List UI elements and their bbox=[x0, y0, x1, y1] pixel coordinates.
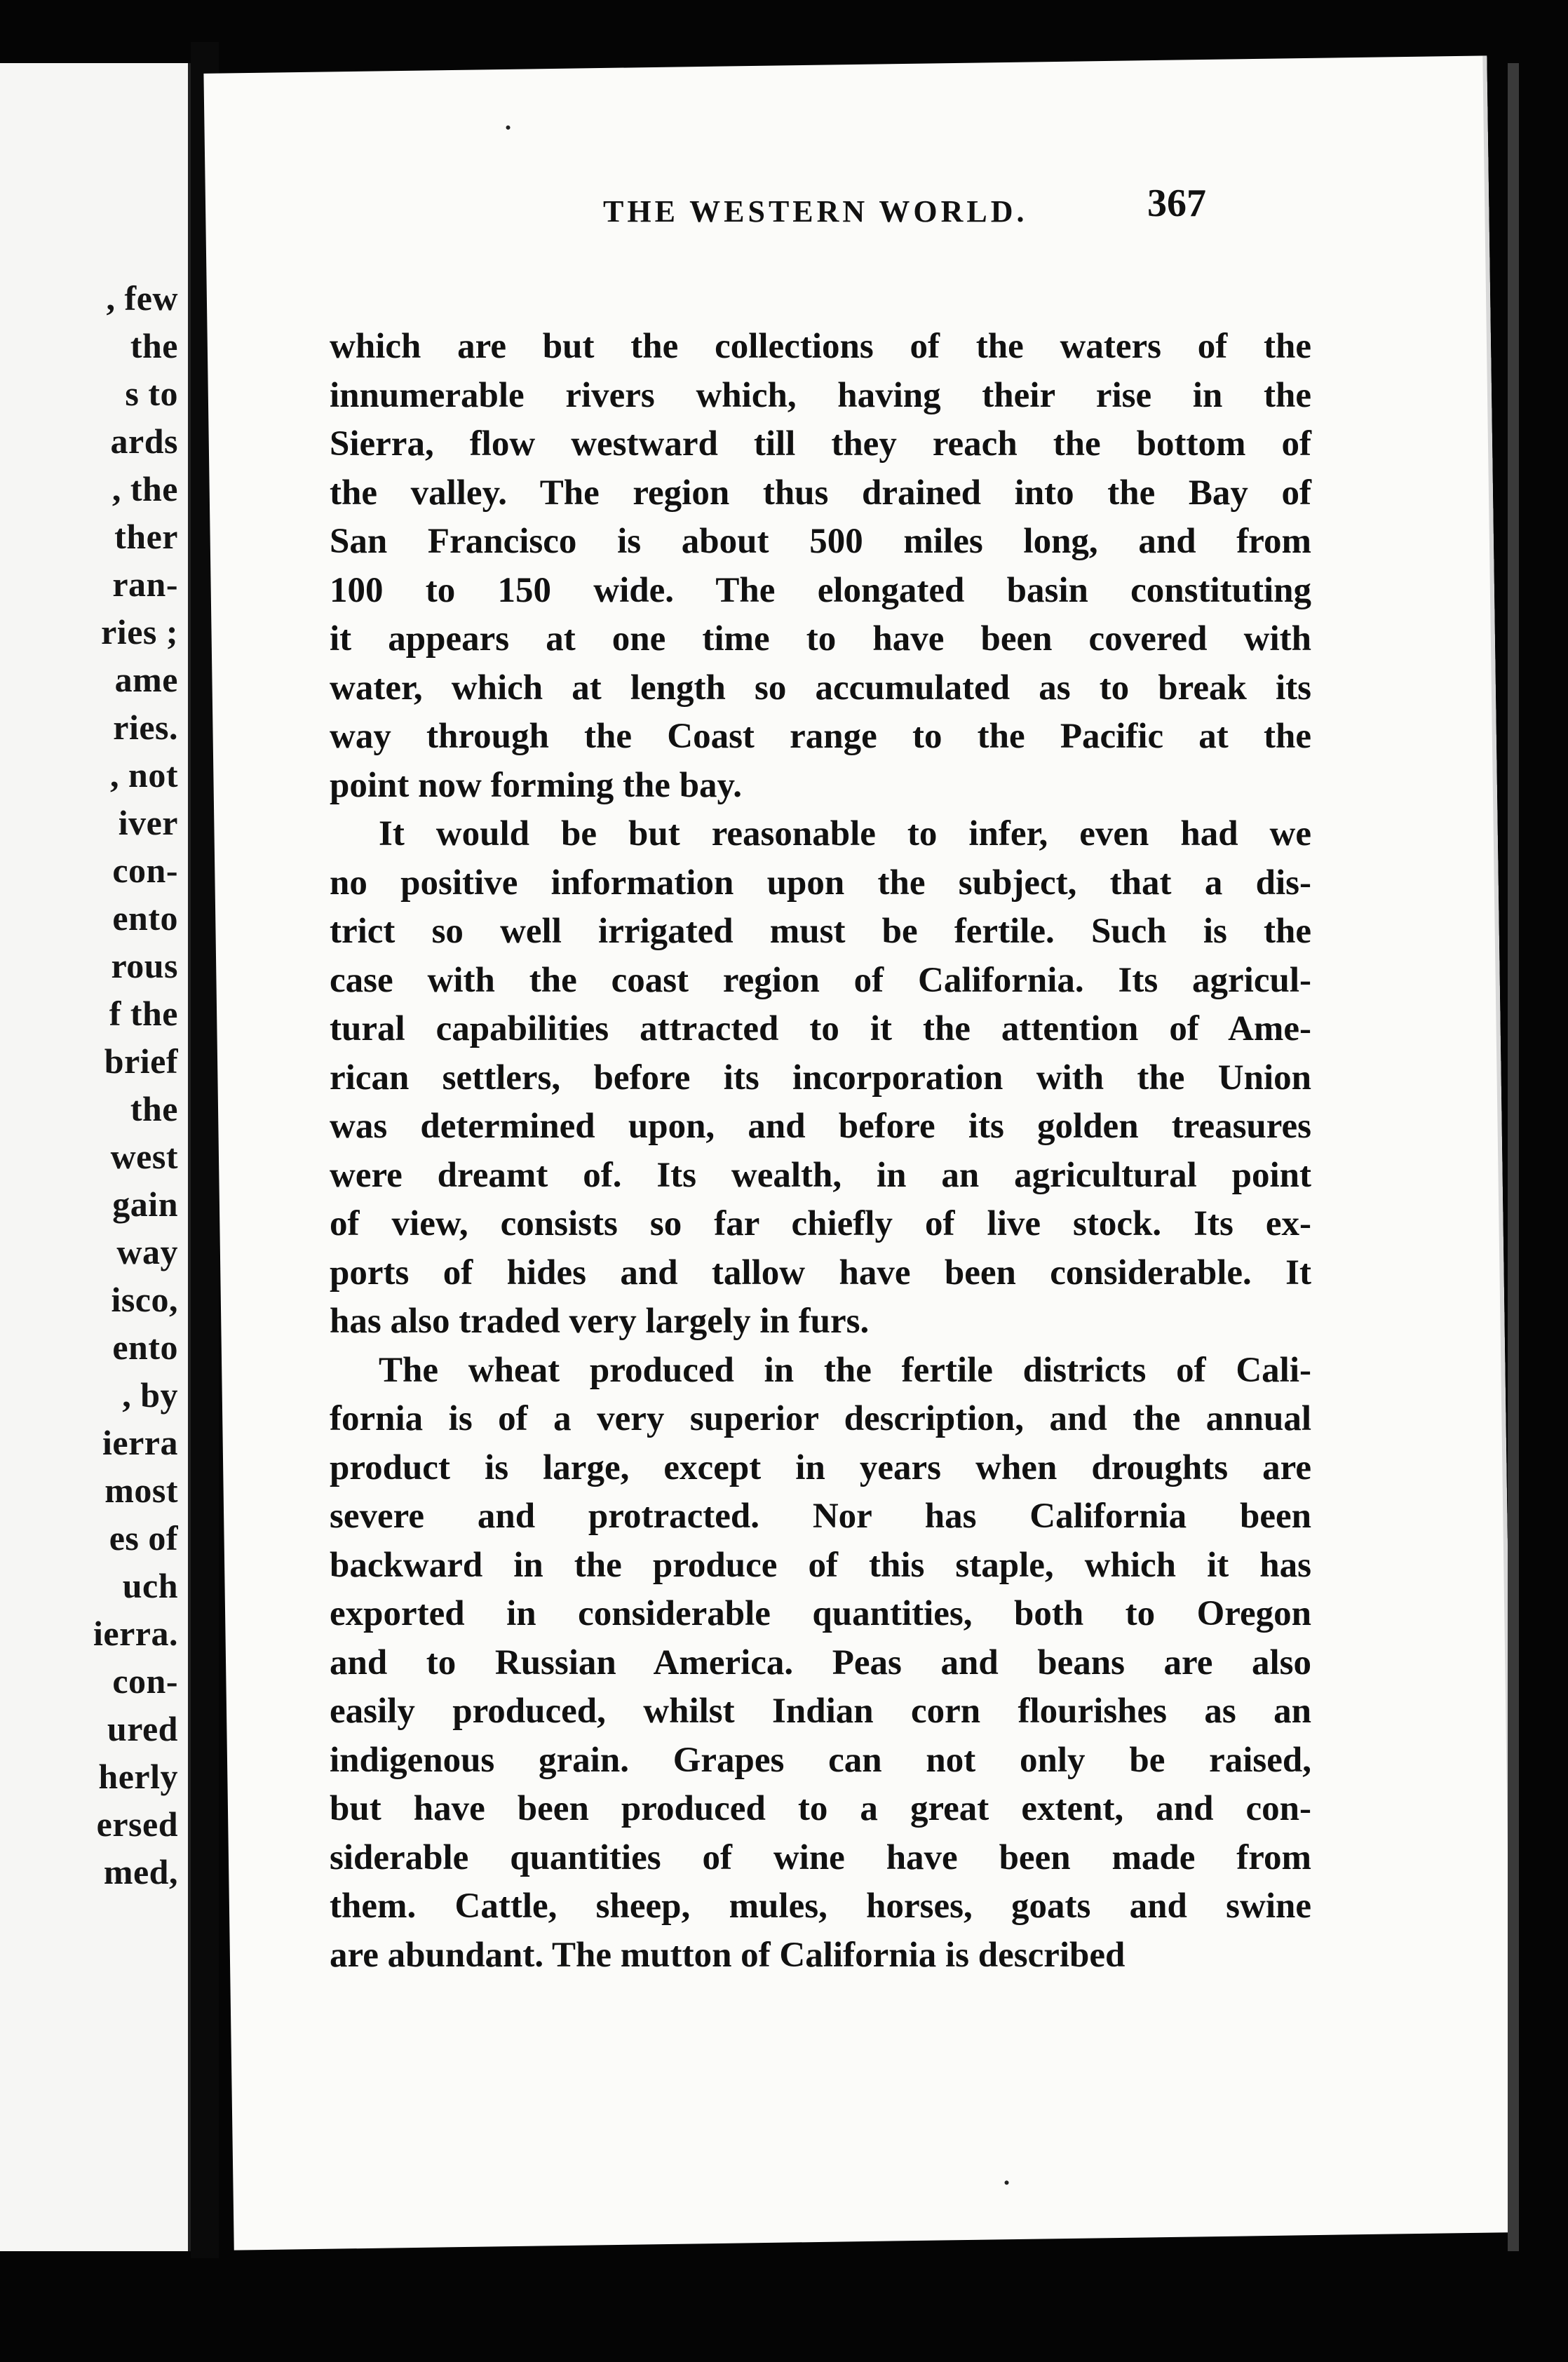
left-facing-page bbox=[0, 63, 191, 2251]
left-page-fragment: , by bbox=[122, 1375, 178, 1415]
left-page-fragment: con- bbox=[112, 851, 178, 890]
text-line: ports of hides and tallow have been considerable. It bbox=[330, 1253, 1311, 1293]
left-page-fragment: the bbox=[130, 1089, 178, 1128]
text-line: 100 to 150 wide. The elongated basin constituting bbox=[330, 570, 1311, 610]
running-head bbox=[386, 181, 1262, 237]
paper-speck bbox=[1004, 2180, 1008, 2185]
left-page-fragment: es of bbox=[109, 1518, 178, 1558]
running-title: THE WESTERN WORLD. bbox=[603, 194, 1028, 229]
left-page-fragment: ured bbox=[107, 1709, 178, 1748]
text-line: trict so well irrigated must be fertile. Such is the bbox=[330, 912, 1311, 951]
left-page-fragment: iver bbox=[118, 803, 178, 842]
text-line: tural capabilities attracted to it the attention of Ame- bbox=[330, 1009, 1311, 1048]
text-line: siderable quantities of wine have been made from bbox=[330, 1837, 1311, 1877]
left-page-fragment: med, bbox=[103, 1852, 178, 1891]
text-line: innumerable rivers which, having their rise in the bbox=[330, 375, 1311, 415]
text-line: it appears at one time to have been covered with bbox=[330, 619, 1311, 659]
left-page-fragment: ento bbox=[112, 898, 178, 938]
text-line: no positive information upon the subject, that a dis- bbox=[330, 863, 1311, 903]
left-page-fragment: most bbox=[104, 1471, 178, 1510]
text-line: indigenous grain. Grapes can not only be raised, bbox=[330, 1740, 1311, 1780]
left-page-fragment: ersed bbox=[96, 1804, 178, 1844]
text-line: are abundant. The mutton of California is described bbox=[330, 1935, 1126, 1975]
text-line: the valley. The region thus drained into the Bay of bbox=[330, 473, 1311, 513]
text-line: easily produced, whilst Indian corn flourishes as an bbox=[330, 1692, 1311, 1731]
left-page-fragment: s to bbox=[125, 374, 178, 413]
page-edge-shadow bbox=[1508, 63, 1519, 2251]
paragraph bbox=[330, 323, 1311, 810]
left-page-fragment: herly bbox=[98, 1757, 178, 1796]
text-line: were dreamt of. Its wealth, in an agricultural point bbox=[330, 1155, 1311, 1195]
text-line: The wheat produced in the fertile districts of Cali- bbox=[379, 1350, 1311, 1390]
text-line: has also traded very largely in furs. bbox=[330, 1302, 870, 1341]
body-text bbox=[330, 323, 1311, 1980]
paper-speck bbox=[506, 126, 510, 130]
text-line: product is large, except in years when droughts are bbox=[330, 1447, 1311, 1487]
left-page-fragment: con- bbox=[112, 1661, 178, 1701]
left-page-fragment: west bbox=[110, 1137, 178, 1176]
left-page-fragment: way bbox=[116, 1232, 178, 1271]
text-line: severe and protracted. Nor has California been bbox=[330, 1497, 1311, 1536]
text-line: way through the Coast range to the Pacific at the bbox=[330, 717, 1311, 756]
text-line: them. Cattle, sheep, mules, horses, goats and swine bbox=[330, 1887, 1311, 1926]
left-page-fragment: ries ; bbox=[101, 612, 178, 652]
text-line: point now forming the bay. bbox=[330, 765, 742, 805]
text-line: San Francisco is about 500 miles long, and from bbox=[330, 522, 1311, 561]
left-page-fragment: the bbox=[130, 326, 178, 365]
left-page-fragment: , few bbox=[106, 278, 178, 318]
left-page-fragment: ries. bbox=[113, 708, 178, 747]
left-page-fragment: ame bbox=[114, 660, 178, 699]
text-line: of view, consists so far chiefly of live stock. Its ex- bbox=[330, 1204, 1311, 1243]
text-line: and to Russian America. Peas and beans are also bbox=[330, 1642, 1311, 1682]
text-line: It would be but reasonable to infer, even had we bbox=[379, 814, 1311, 853]
text-line: but have been produced to a great extent, and con- bbox=[330, 1789, 1311, 1828]
text-line: which are but the collections of the waters of the bbox=[330, 327, 1311, 366]
left-page-fragment: , the bbox=[111, 469, 178, 508]
left-page-fragment: f the bbox=[109, 994, 178, 1033]
left-page-fragment: ther bbox=[114, 517, 178, 556]
text-line: was determined upon, and before its golden treasures bbox=[330, 1107, 1311, 1146]
text-line: exported in considerable quantities, both to Oregon bbox=[330, 1594, 1311, 1633]
left-page-fragment: isco, bbox=[111, 1280, 178, 1319]
left-page-fragment: ierra. bbox=[93, 1614, 178, 1653]
left-page-fragment: ierra bbox=[102, 1423, 178, 1462]
left-page-fragment: rous bbox=[111, 946, 178, 985]
text-line: water, which at length so accumulated as to break its bbox=[330, 668, 1311, 708]
text-line: case with the coast region of California. Its agricul- bbox=[330, 960, 1311, 1000]
paragraph bbox=[330, 810, 1311, 1347]
text-line: rican settlers, before its incorporation with the Union bbox=[330, 1058, 1311, 1098]
text-line: Sierra, flow westward till they reach the bottom of bbox=[330, 424, 1311, 464]
left-page-fragment: ento bbox=[112, 1328, 178, 1367]
left-page-fragment: gain bbox=[112, 1185, 178, 1224]
left-page-fragment: brief bbox=[104, 1041, 178, 1081]
paragraph bbox=[330, 1347, 1311, 1980]
left-page-fragment: uch bbox=[122, 1566, 178, 1605]
text-line: fornia is of a very superior description, and the annual bbox=[330, 1399, 1311, 1438]
left-page-fragment: , not bbox=[110, 755, 178, 795]
left-page-fragment: ards bbox=[110, 421, 178, 461]
left-page-fragment: ran- bbox=[112, 565, 178, 604]
page-number: 367 bbox=[1147, 182, 1206, 225]
text-line: backward in the produce of this staple, which it has bbox=[330, 1545, 1311, 1585]
